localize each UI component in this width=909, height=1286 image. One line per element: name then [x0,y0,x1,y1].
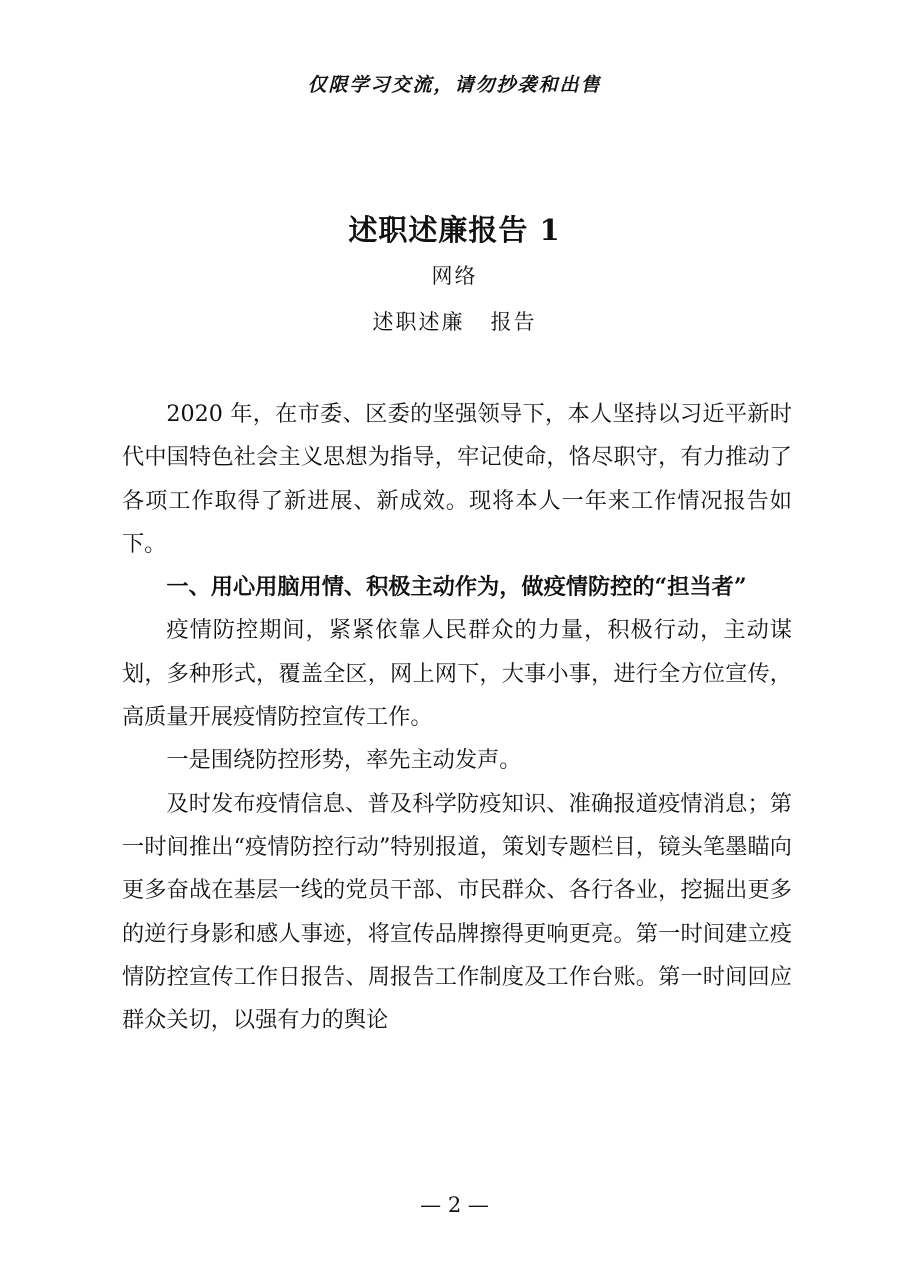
body-paragraph: 2020 年，在市委、区委的坚强领导下，本人坚持以习近平新时代中国特色社会主义思想为指导，牢记使命，恪尽职守，有力推动了各项工作取得了新进展、新成效。现将本人一年来工作情况报告如下。 [122,401,792,557]
section-heading: 一、用心用脑用情、积极主动作为，做疫情防控的“担当者” [166,574,747,601]
document-tags [0,306,909,336]
document-title: 述职述廉报告 1 [348,213,561,247]
header-note: 仅限学习交流，请勿抄袭和出售 [307,74,602,96]
body-paragraph: 及时发布疫情信息、普及科学防疫知识、准确报道疫情消息；第一时间推出“疫情防控行动”特别报道，策划专题栏目，镜头笔墨瞄向更多奋战在基层一线的党员干部、市民群众、各行各业，挖掘出更多的逆行身影和感人事迹，将宣传品牌擦得更响更亮。第一时间建立疫情防控宣传工作日报告、周报告工作制度及工作台账。第一时间回应群众关切，以强有力的舆论 [122,790,792,1034]
document-body [122,393,792,1042]
page-number: — 2 — [420,1193,489,1217]
body-paragraph: 疫情防控期间，紧紧依靠人民群众的力量，积极行动，主动谋划，多种形式，覆盖全区，网上网下，大事小事，进行全方位宣传，高质量开展疫情防控宣传工作。 [122,617,792,731]
sub-heading: 一是围绕防控形势，率先主动发声。 [166,747,522,774]
tag-item: 报告 [490,310,537,334]
document-source: 网络 [431,264,478,288]
tag-item: 述职述廉 [372,310,465,334]
